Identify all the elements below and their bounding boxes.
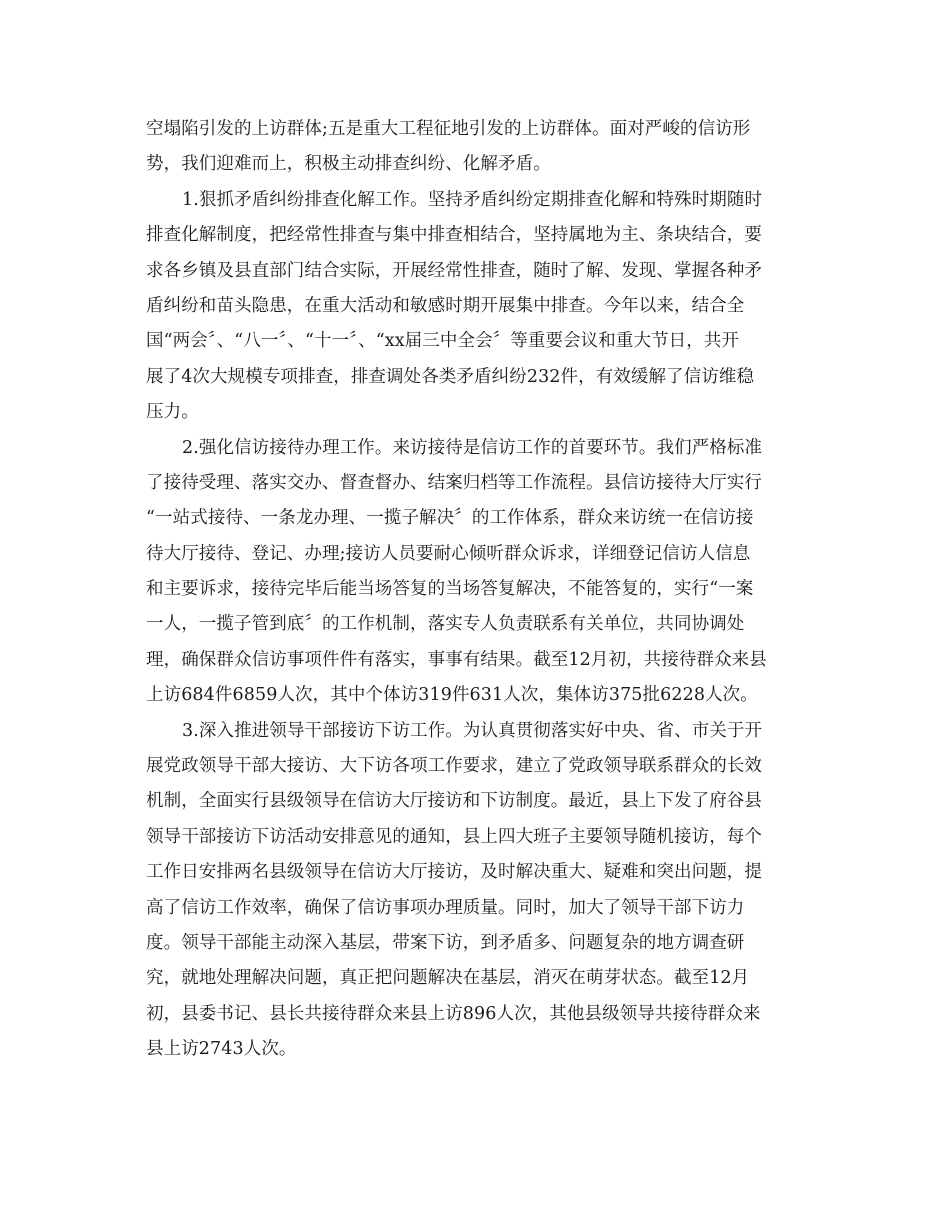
- text-line: 展党政领导干部大接访、大下访各项工作要求，建立了党政领导联系群众的长效: [146, 756, 762, 777]
- paragraph-continuation: [146, 112, 812, 183]
- paragraph-dispute-screening: [146, 183, 812, 431]
- paragraph-petition-reception: [146, 431, 812, 714]
- text-line: 势，我们迎难而上，积极主动排查纠纷、化解矛盾。: [146, 154, 551, 175]
- text-line: 待大厅接待、登记、办理;接访人员要耐心倾听群众诉求，详细登记信访人信息: [146, 543, 751, 564]
- text-line: 排查化解制度，把经常性排查与集中排查相结合，坚持属地为主、条块结合，要: [146, 225, 762, 246]
- text-line: 领导干部接访下访活动安排意见的通知，县上四大班子主要领导随机接访，每个: [146, 826, 762, 847]
- document-body: [146, 112, 812, 1068]
- text-line: 1.狠抓矛盾纠纷排查化解工作。坚持矛盾纠纷定期排查化解和特殊时期随时: [182, 189, 763, 210]
- text-line: 初，县委书记、县长共接待群众来县上访896人次，其他县级领导共接待群众来: [146, 1003, 761, 1024]
- text-line: 和主要诉求，接待完毕后能当场答复的当场答复解决，不能答复的，实行“一案: [146, 579, 754, 600]
- text-line: 盾纠纷和苗头隐患，在重大活动和敏感时期开展集中排查。今年以来，结合全: [146, 295, 745, 316]
- text-line: 高了信访工作效率，确保了信访事项办理质量。同时，加大了领导干部下访力: [146, 897, 745, 918]
- text-line: 上访684件6859人次，其中个体访319件631人次，集体访375批6228人次。: [146, 685, 758, 706]
- text-line: 究，就地处理解决问题，真正把问题解决在基层，消灭在萌芽状态。截至12月: [146, 968, 750, 989]
- text-line: 3.深入推进领导干部接访下访工作。为认真贯彻落实好中央、省、市关于开: [182, 720, 763, 741]
- text-line: 一人，一揽子管到底〞的工作机制，落实专人负责联系有关单位，共同协调处: [146, 614, 745, 635]
- text-line: 空塌陷引发的上访群体;五是重大工程征地引发的上访群体。面对严峻的信访形: [146, 119, 751, 139]
- text-line: 了接待受理、落实交办、督查督办、结案归档等工作流程。县信访接待大厅实行: [146, 472, 762, 493]
- text-line: 机制，全面实行县级领导在信访大厅接访和下访制度。最近，县上下发了府谷县: [146, 791, 762, 812]
- text-line: 国“两会〞、“八一〞、“十一〞、“xx届三中全会〞等重要会议和重大节日，共开: [146, 331, 740, 352]
- text-line: 县上访2743人次。: [146, 1039, 297, 1060]
- text-line: 展了4次大规模专项排查，排查调处各类矛盾纠纷232件，有效缓解了信访维稳: [146, 366, 755, 387]
- text-line: 求各乡镇及县直部门结合实际，开展经常性排查，随时了解、发现、掌握各种矛: [146, 260, 762, 281]
- paragraph-leader-visits: [146, 714, 812, 1068]
- text-line: “一站式接待、一条龙办理、一揽子解决〞的工作体系，群众来访统一在信访接: [146, 508, 754, 529]
- text-line: 度。领导干部能主动深入基层，带案下访，到矛盾多、问题复杂的地方调查研: [146, 932, 745, 953]
- text-line: 2.强化信访接待办理工作。来访接待是信访工作的首要环节。我们严格标准: [182, 437, 763, 458]
- text-line: 工作日安排两名县级领导在信访大厅接访，及时解决重大、疑难和突出问题，提: [146, 862, 762, 883]
- text-line: 理，确保群众信访事项件件有落实，事事有结果。截至12月初，共接待群众来县: [146, 649, 767, 670]
- text-line: 压力。: [146, 402, 199, 423]
